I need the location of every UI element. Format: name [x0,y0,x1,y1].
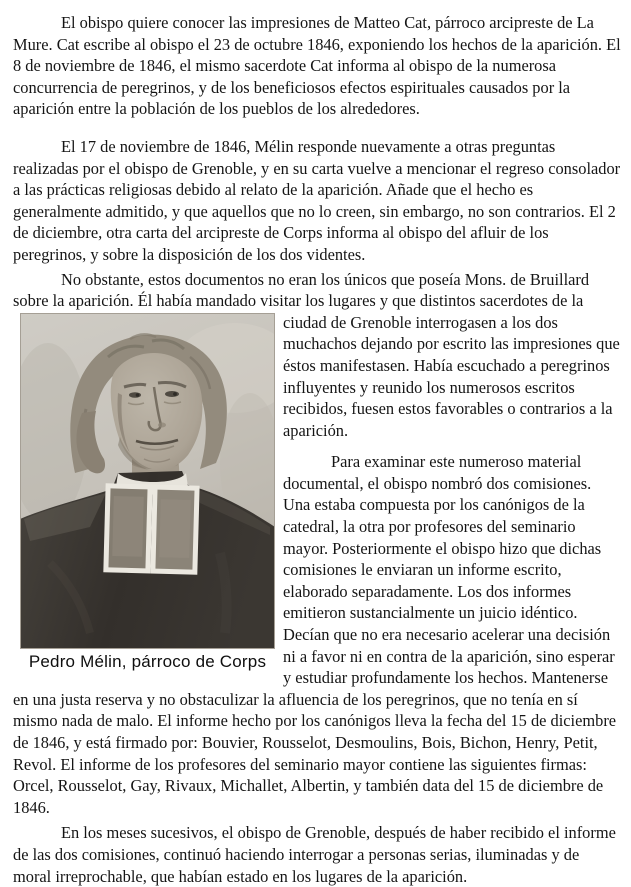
figure-pedro-melin [20,313,275,672]
paragraph-5: En los meses sucesivos, el obispo de Grenoble, después de haber recibido el informe de las dos comisiones, continuó haciendo interrogar a personas serias, iluminadas y de moral irreprochable, que habían estado en los lugares de la aparición. [13,823,616,886]
paragraph-2: El 17 de noviembre de 1846, Mélin responde nuevamente a otras preguntas realizadas por el obispo de Grenoble, y en su carta vuelve a mencionar el regreso consolador a las prácticas religiosas debido al relato de la aparición. Añade que el hecho es generalmente admitido, y que aquellos que no lo creen, sin embargo, no son contrarios. El 2 de diciembre, otra carta del arcipreste de Corps informa al obispo del afluir de los peregrinos, y sobre la disposición de los dos videntes. [13,136,621,264]
portrait-photo [20,313,275,649]
paragraph-3-text-before: No obstante, estos documentos no eran los únicos que poseía Mons. de Bruillard sobre la aparición. Él había mandado visitar los lugares y que distintos sacerdotes de la [13,269,590,311]
figure-caption: Pedro Mélin, párroco de Corps [28,651,267,671]
paragraph-1: El obispo quiere conocer las impresiones de Matteo Cat, párroco arcipreste de La Mure. Cat escribe al obispo el 23 de octubre 1846, exponiendo los hechos de la aparición. El 8 de noviembre de 1846, el mismo sacerdote Cat informa al obispo de la numerosa concurrencia de peregrinos, y de los beneficiosos efectos espirituales causados por la aparición entre la población de los pueblos de los alrededores. [13,13,621,119]
paragraph-3-text-after: ciudad de Grenoble interrogasen a los dos muchachos dejando por escrito las impresiones que éstos manifestasen. Había escuchado a peregrinos influyentes y reunido los numerosos escritos recibidos, fuesen estos favorables o contrarios a la aparición. [283,312,620,440]
paragraph-4: Para examinar este numeroso material documental, el obispo nombró dos comisiones. Una estaba compuesta por los canónigos de la catedral, la otra por profesores del seminario mayor. Posteriormente el obispo hizo que dichas comisiones le enviaran un informe escrito, elaborado separadamente. Los dos informes emitieron sustancialmente un juicio idéntico. Decían que no era necesario acelerar una decisión ni a favor ni en contra de la aparición, sino esperar y estudiar profundamente los hechos. Mantenerse en una justa reserva y no obstaculizar la afluencia de los peregrinos, que no tenía en sí mismo nada de malo. El informe hecho por los canónigos lleva la fecha del 15 de diciembre de 1846, y está firmado por: Bouvier, Rousselot, Desmoulins, Bois, Bichon, Henry, Petit, Revol. El informe de los profesores del seminario mayor contiene las siguientes firmas: Orcel, Rousselot, Gay, Rivaux, Michallet, Albertin, y también data del 15 de diciembre de 1846. [13,452,617,817]
